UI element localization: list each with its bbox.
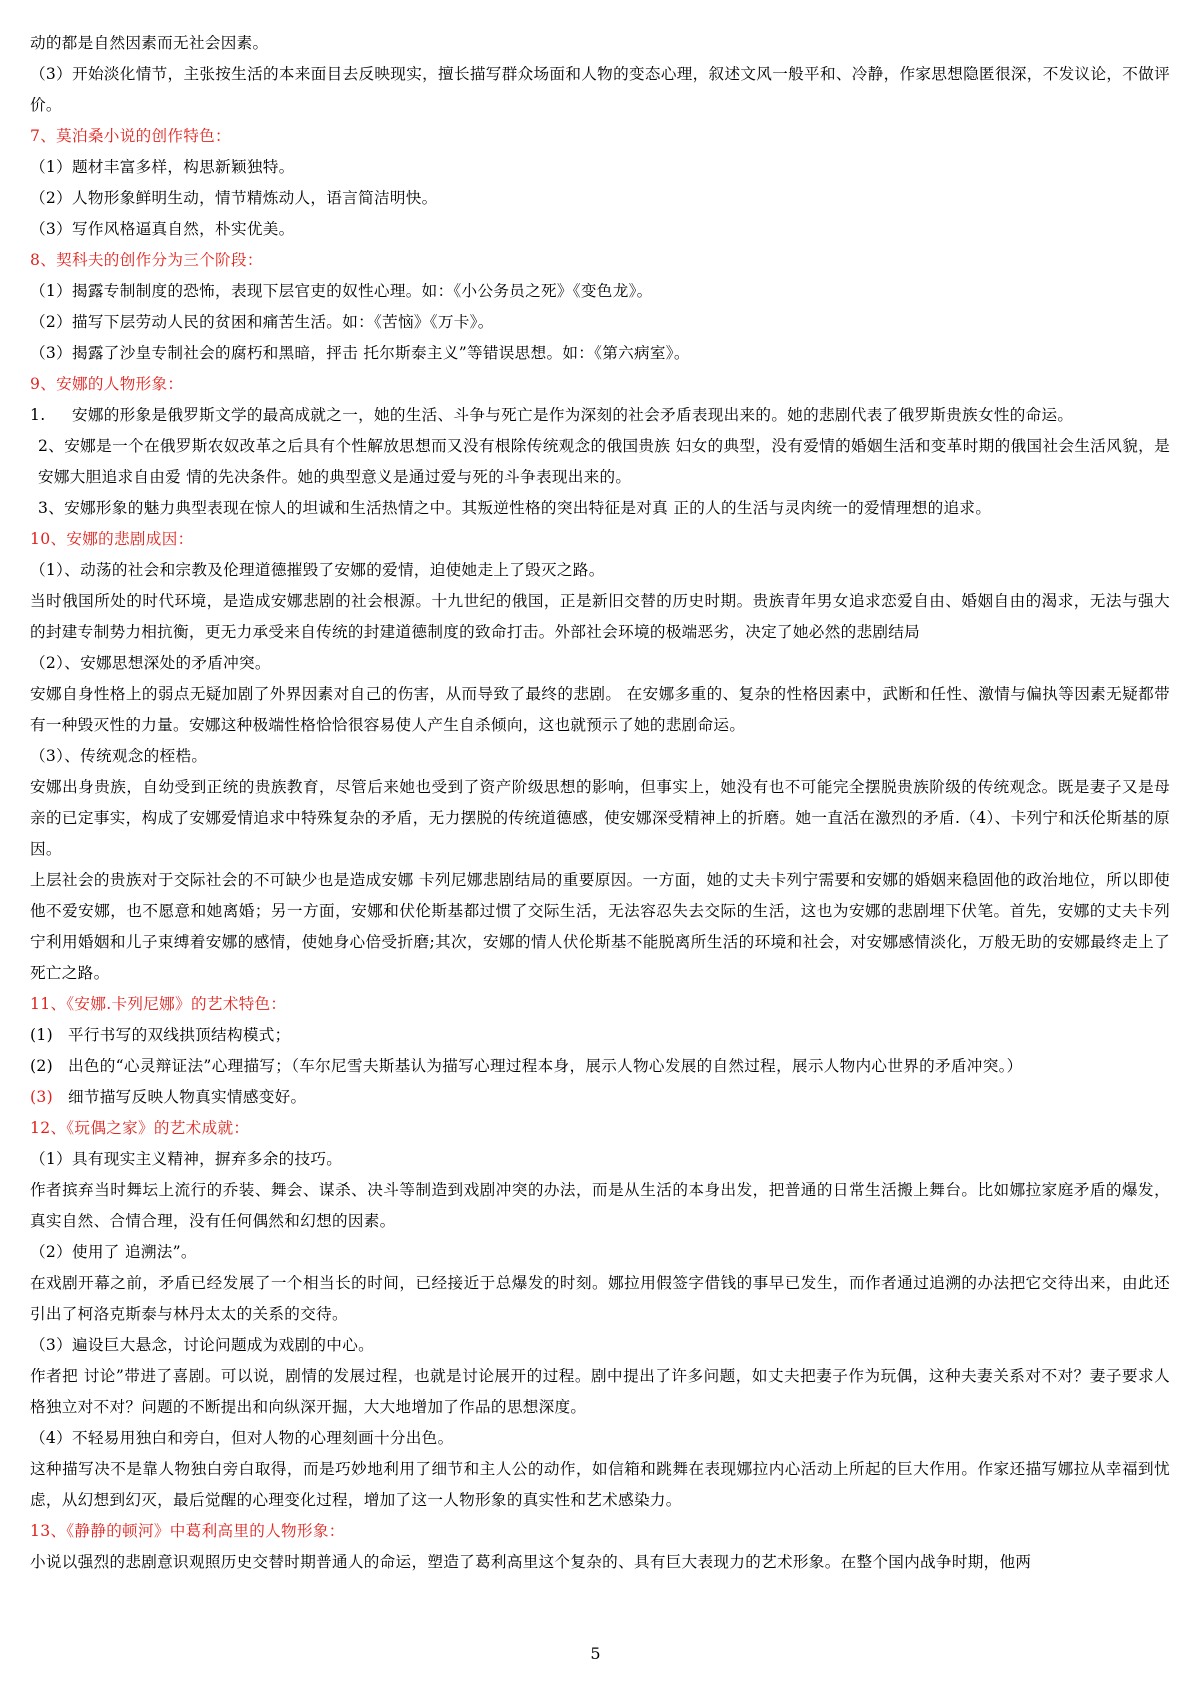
- text-paragraph: 当时俄国所处的时代环境，是造成安娜悲剧的社会根源。十九世纪的俄国，正是新旧交替的历史时期。贵族青年男女追求恋爱自由、婚姻自由的渴求，无法与强大的封建专制势力相抗衡，更无力承受来自传统的封建道德制度的致命打击。外部社会环境的极端恶劣，决定了她必然的悲剧结局: [30, 592, 1170, 641]
- section-heading-10: 10、安娜的悲剧成因：: [30, 530, 194, 548]
- text-paragraph: 安娜自身性格上的弱点无疑加剧了外界因素对自己的伤害，从而导致了最终的悲剧。 在安娜多重的、复杂的性格因素中，武断和任性、激情与偏执等因素无疑都带有一种毁灭性的力量。安娜这种极端性格恰恰很容易使人产生自杀倾向，这也就预示了她的悲剧命运。: [30, 685, 1170, 734]
- section-heading-13: 13、《静静的顿河》中葛利高里的人物形象：: [30, 1522, 345, 1540]
- subheading: （3）遍设巨大悬念，讨论问题成为戏剧的中心。: [30, 1336, 374, 1354]
- section-heading-8: 8、契科夫的创作分为三个阶段：: [30, 251, 263, 269]
- subheading: （3）、传统观念的桎梏。: [30, 747, 208, 765]
- list-item: （2）描写下层劳动人民的贫困和痛苦生活。如：《苦恼》《万卡》。: [30, 313, 494, 331]
- text-line: 小说以强烈的悲剧意识观照历史交替时期普通人的命运，塑造了葛利高里这个复杂的、具有巨大表现力的艺术形象。在整个国内战争时期，他两: [30, 1553, 1032, 1571]
- subheading: （1）、动荡的社会和宗教及伦理道德摧毁了安娜的爱情，迫使她走上了毁灭之路。: [30, 561, 605, 579]
- text-paragraph: 作者摈弃当时舞坛上流行的乔装、舞会、谋杀、决斗等制造到戏剧冲突的办法，而是从生活的本身出发，把普通的日常生活搬上舞台。比如娜拉家庭矛盾的爆发，真实自然、合情合理，没有任何偶然和幻想的因素。: [30, 1181, 1170, 1230]
- subheading: （4）不轻易用独白和旁白，但对人物的心理刻画十分出色。: [30, 1429, 454, 1447]
- list-number: 1.: [30, 406, 46, 424]
- text-paragraph: （3）开始淡化情节，主张按生活的本来面目去反映现实，擅长描写群众场面和人物的变态心理，叙述文风一般平和、冷静，作家思想隐匿很深，不发议论，不做评价。: [30, 65, 1170, 114]
- section-heading-7: 7、莫泊桑小说的创作特色：: [30, 127, 231, 145]
- list-item: 3、安娜形象的魅力典型表现在惊人的坦诚和生活热情之中。其叛逆性格的突出特征是对真 正的人的生活与灵肉统一的爱情理想的追求。: [38, 499, 992, 517]
- subheading: （1）具有现实主义精神，摒弃多余的技巧。: [30, 1150, 343, 1168]
- list-text: 安娜的形象是俄罗斯文学的最高成就之一，她的生活、斗争与死亡是作为深刻的社会矛盾表现出来的。她的悲剧代表了俄罗斯贵族女性的命运。: [72, 406, 1074, 424]
- subheading: （2）、安娜思想深处的矛盾冲突。: [30, 654, 271, 672]
- section-heading-11: 11、《安娜.卡列尼娜》的艺术特色：: [30, 995, 287, 1013]
- list-text: 出色的“心灵辩证法”心理描写；（车尔尼雪夫斯基认为描写心理过程本身，展示人物心发展的自然过程，展示人物内心世界的矛盾冲突。）: [68, 1057, 1023, 1075]
- list-item: （2）人物形象鲜明生动，情节精炼动人，语言简洁明快。: [30, 189, 438, 207]
- list-item: （1）题材丰富多样，构思新颖独特。: [30, 158, 295, 176]
- section-heading-9: 9、安娜的人物形象：: [30, 375, 184, 393]
- text-paragraph: 上层社会的贵族对于交际社会的不可缺少也是造成安娜 卡列尼娜悲剧结局的重要原因。一方面，她的丈夫卡列宁需要和安娜的婚姻来稳固他的政治地位，所以即使他不爱安娜，也不愿意和她离婚；另一方面，安娜和伏伦斯基都过惯了交际生活，无法容忍失去交际的生活，这也为安娜的悲剧埋下伏笔。首先，安娜的丈夫卡列宁利用婚姻和儿子束缚着安娜的感情，使她身心倍受折磨;其次，安娜的情人伏伦斯基不能脱离所生活的环境和社会，对安娜感情淡化，万般无助的安娜最终走上了死亡之路。: [30, 871, 1170, 982]
- section-heading-12: 12、《玩偶之家》的艺术成就：: [30, 1119, 250, 1137]
- text-paragraph: 作者把 讨论”带进了喜剧。可以说，剧情的发展过程，也就是讨论展开的过程。剧中提出了许多问题，如丈夫把妻子作为玩偶，这种夫妻关系对不对？妻子要求人格独立对不对？问题的不断提出和向纵深开掘，大大地增加了作品的思想深度。: [30, 1367, 1170, 1416]
- list-item: [30, 1051, 1170, 1082]
- list-item: （3）写作风格逼真自然，朴实优美。: [30, 220, 295, 238]
- list-item: [30, 1020, 1170, 1051]
- subheading: （2）使用了 追溯法”。: [30, 1243, 197, 1261]
- list-item: （1）揭露专制制度的恐怖，表现下层官吏的奴性心理。如：《小公务员之死》《变色龙》。: [30, 282, 653, 300]
- list-item: （3）揭露了沙皇专制社会的腐朽和黑暗，抨击 托尔斯泰主义”等错误思想。如：《第六病室》。: [30, 344, 690, 362]
- list-number: (2): [30, 1057, 53, 1075]
- list-item: 2、安娜是一个在俄罗斯农奴改革之后具有个性解放思想而又没有根除传统观念的俄国贵族 妇女的典型，没有爱情的婚姻生活和变革时期的俄国社会生活风貌，是安娜大胆追求自由爱 情的先决条件。她的典型意义是通过爱与死的斗争表现出来的。: [38, 437, 1170, 486]
- list-text: 平行书写的双线拱顶结构模式；: [68, 1026, 291, 1044]
- text-line: 动的都是自然因素而无社会因素。: [30, 34, 269, 52]
- text-paragraph: 在戏剧开幕之前，矛盾已经发展了一个相当长的时间，已经接近于总爆发的时刻。娜拉用假签字借钱的事早已发生，而作者通过追溯的办法把它交待出来，由此还引出了柯洛克斯泰与林丹太太的关系的交待。: [30, 1274, 1170, 1323]
- page-number: 5: [590, 1644, 601, 1663]
- text-paragraph: 这种描写决不是靠人物独白旁白取得，而是巧妙地利用了细节和主人公的动作，如信箱和跳舞在表现娜拉内心活动上所起的巨大作用。作家还描写娜拉从幸福到忧虑，从幻想到幻灭，最后觉醒的心理变化过程，增加了这一人物形象的真实性和艺术感染力。: [30, 1460, 1170, 1509]
- list-text: 细节描写反映人物真实情感变好。: [68, 1088, 307, 1106]
- list-number: (3): [30, 1088, 53, 1106]
- text-paragraph: 安娜出身贵族，自幼受到正统的贵族教育，尽管后来她也受到了资产阶级思想的影响，但事实上，她没有也不可能完全摆脱贵族阶级的传统观念。既是妻子又是母亲的已定事实，构成了安娜爱情追求中特殊复杂的矛盾，无力摆脱的传统道德感，使安娜深受精神上的折磨。她一直活在激烈的矛盾.（4）、卡列宁和沃伦斯基的原因。: [30, 778, 1170, 858]
- document-page: [30, 28, 1170, 1578]
- list-number: (1): [30, 1026, 53, 1044]
- list-item: [30, 1082, 1170, 1113]
- list-item: [30, 400, 1170, 431]
